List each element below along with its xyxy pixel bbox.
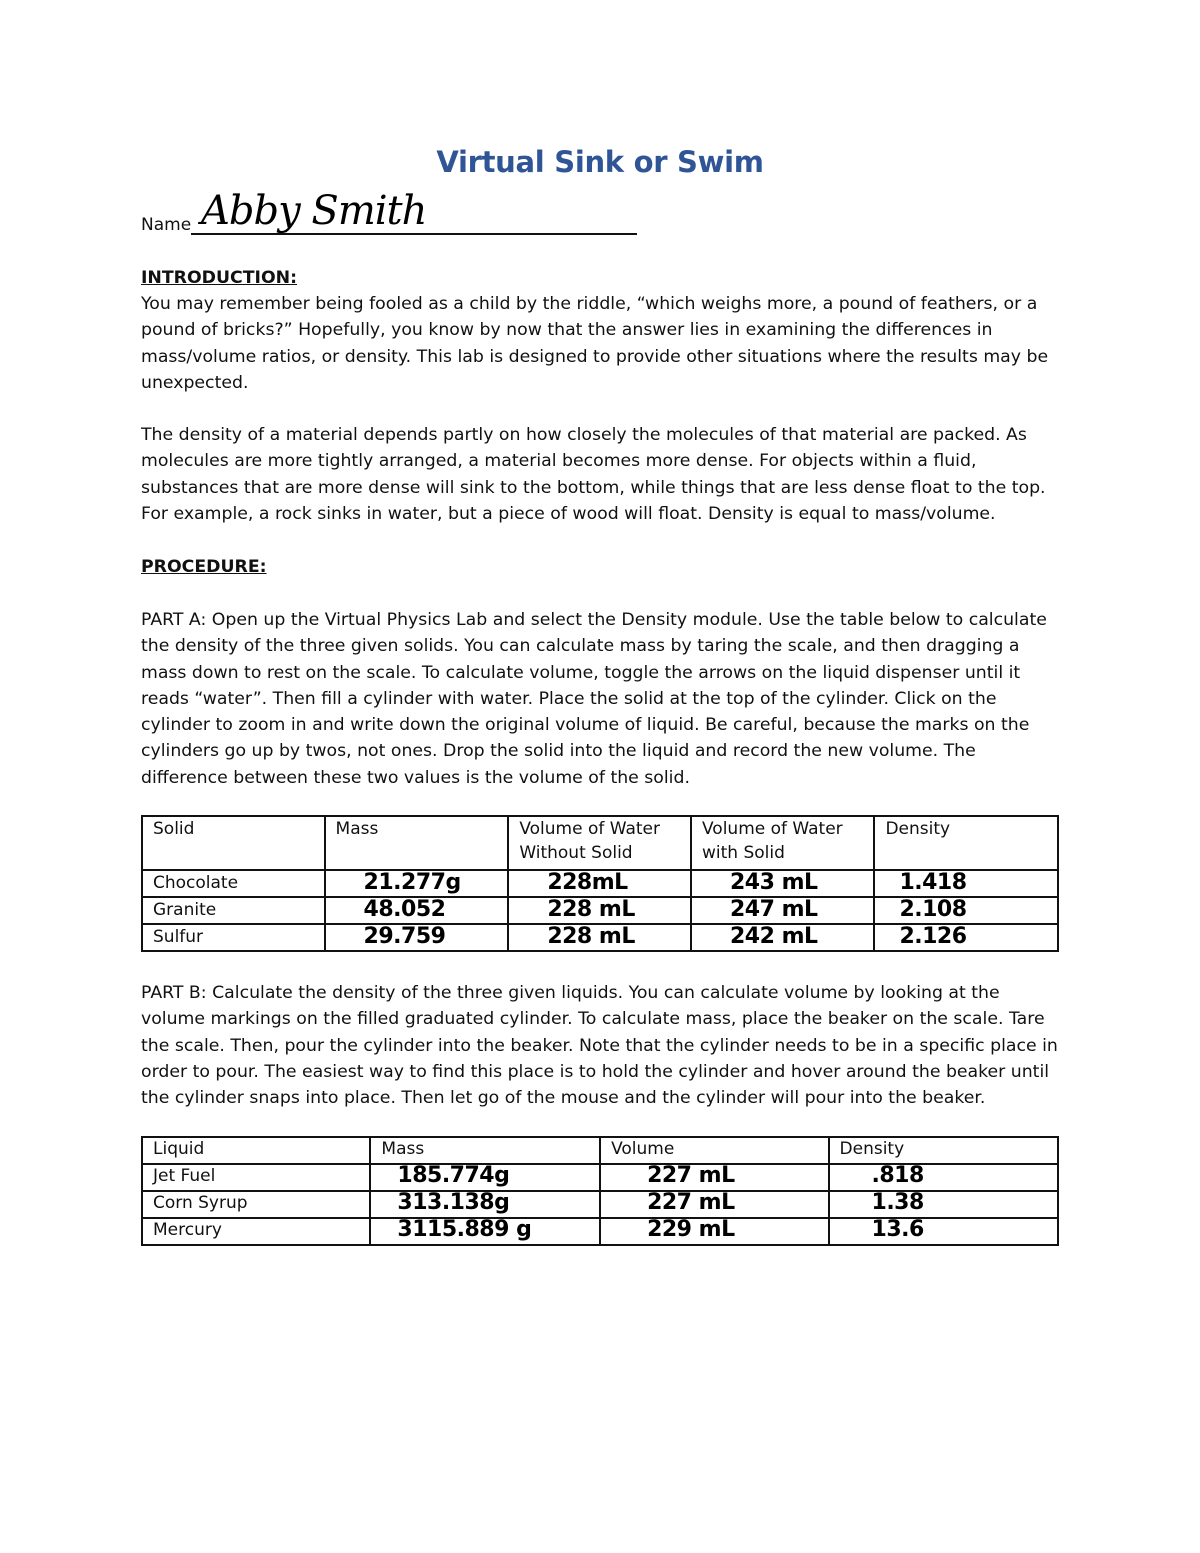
liquid-name-cell: Jet Fuel — [142, 1164, 370, 1191]
header-cell: Volume of Water Without Solid — [508, 816, 691, 870]
liquids-table — [141, 1136, 1059, 1246]
mass-cell: 185.774g — [370, 1164, 600, 1191]
density-cell: 2.108 — [874, 897, 1058, 924]
solid-name-cell: Granite — [142, 897, 325, 924]
table-header-row — [142, 1137, 1058, 1164]
header-cell: Density — [829, 1137, 1058, 1164]
solid-name-cell: Chocolate — [142, 870, 325, 897]
intro-paragraph-2: The density of a material depends partly on how closely the molecules of that material are packed. As molecules are more tightly arranged, a material becomes more dense. For objects within a fluid, substances that are more dense will sink to the bottom, while things that are less dense float to the top. For example, a rock sinks in water, but a piece of wood will float. Density is equal to mass/volume. — [141, 425, 1046, 524]
volume-with-cell: 247 mL — [691, 897, 874, 924]
table-header-row — [142, 816, 1058, 870]
volume-without-cell: 228 mL — [508, 897, 691, 924]
density-cell: 1.418 — [874, 870, 1058, 897]
table-row — [142, 1218, 1058, 1245]
mass-cell: 48.052 — [325, 897, 509, 924]
liquid-name-cell: Mercury — [142, 1218, 370, 1245]
volume-with-cell: 243 mL — [691, 870, 874, 897]
header-cell: Solid — [142, 816, 325, 870]
name-field — [141, 188, 641, 238]
name-label: Name — [141, 215, 192, 235]
name-signature: Abby Smith — [201, 188, 427, 234]
intro-heading: INTRODUCTION: — [141, 268, 298, 288]
header-cell: Volume — [600, 1137, 828, 1164]
header-cell: Mass — [370, 1137, 600, 1164]
intro-paragraph-1: You may remember being fooled as a child by the riddle, “which weighs more, a pound of feathers, or a pound of bricks?” Hopefully, you know by now that the answer lies in examining the differences in mass/volume ratios, or density. This lab is designed to provide other situations where the results may be unexpected. — [141, 294, 1049, 393]
volume-cell: 227 mL — [600, 1191, 828, 1218]
header-cell: Liquid — [142, 1137, 370, 1164]
volume-cell: 227 mL — [600, 1164, 828, 1191]
solid-name-cell: Sulfur — [142, 924, 325, 951]
density-cell: .818 — [829, 1164, 1058, 1191]
table-row — [142, 1164, 1058, 1191]
volume-without-cell: 228mL — [508, 870, 691, 897]
volume-cell: 229 mL — [600, 1218, 828, 1245]
table-row — [142, 870, 1058, 897]
density-cell: 2.126 — [874, 924, 1058, 951]
procedure-heading: PROCEDURE: — [141, 557, 267, 577]
header-cell: Density — [874, 816, 1058, 870]
header-cell: Volume of Water with Solid — [691, 816, 874, 870]
header-cell: Mass — [325, 816, 509, 870]
liquid-name-cell: Corn Syrup — [142, 1191, 370, 1218]
mass-cell: 313.138g — [370, 1191, 600, 1218]
density-cell: 1.38 — [829, 1191, 1058, 1218]
table-row — [142, 924, 1058, 951]
mass-cell: 3115.889 g — [370, 1218, 600, 1245]
volume-with-cell: 242 mL — [691, 924, 874, 951]
part-a-instructions: PART A: Open up the Virtual Physics Lab and select the Density module. Use the table below to calculate the density of the three given solids. You can calculate mass by taring the scale, and then dragging a mass down to rest on the scale. To calculate volume, toggle the arrows on the liquid dispenser until it reads “water”. Then fill a cylinder with water. Place the solid at the top of the cylinder. Click on the cylinder to zoom in and write down the original volume of liquid. Be careful, because the marks on the cylinders go up by twos, not ones. Drop the solid into the liquid and record the new volume. The difference between these two values is the volume of the solid. — [141, 610, 1047, 788]
solids-table — [141, 815, 1059, 952]
table-row — [142, 1191, 1058, 1218]
mass-cell: 29.759 — [325, 924, 509, 951]
mass-cell: 21.277g — [325, 870, 509, 897]
table-row — [142, 897, 1058, 924]
part-b-instructions: PART B: Calculate the density of the three given liquids. You can calculate volume by looking at the volume markings on the filled graduated cylinder. To calculate mass, place the beaker on the scale. Tare the scale. Then, pour the cylinder into the beaker. Note that the cylinder needs to be in a specific place in order to pour. The easiest way to find this place is to hold the cylinder and hover around the beaker until the cylinder snaps into place. Then let go of the mouse and the cylinder will pour into the beaker. — [141, 983, 1058, 1109]
volume-without-cell: 228 mL — [508, 924, 691, 951]
page-title: Virtual Sink or Swim — [436, 145, 764, 179]
density-cell: 13.6 — [829, 1218, 1058, 1245]
